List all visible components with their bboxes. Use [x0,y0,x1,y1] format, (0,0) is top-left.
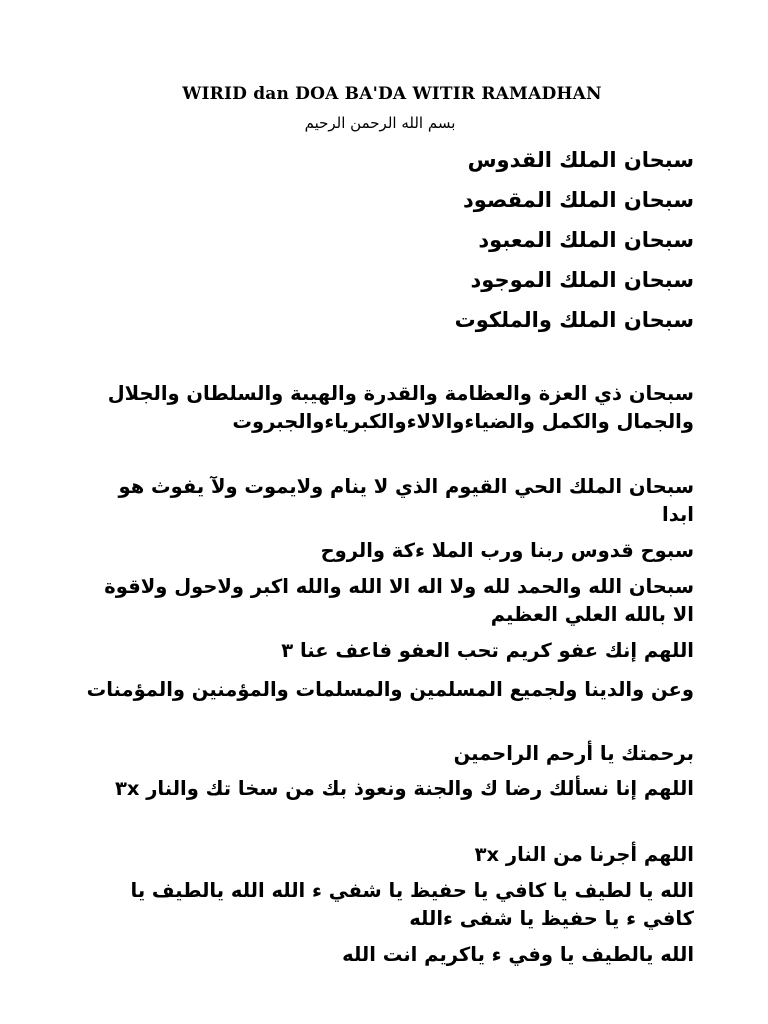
doa-paragraph: سبوح قدوس ربنا ورب الملا ءكة والروح [320,539,694,562]
tasbih-line: سبحان الملك الموجود [470,268,694,292]
doa-paragraph: الله يالطيف يا وفي ء ياكريم انت الله [342,943,694,966]
doa-paragraph: برحمتك يا أرحم الراحمين [453,742,694,765]
basmala: بسم الله الرحمن الرحيم [304,114,456,132]
tasbih-line: سبحان الملك المعبود [478,228,694,252]
doa-paragraph: سبحان الله والحمد لله ولا اله الا الله والله اكبر ولاحول ولاقوة الا بالله العلي العظيم [104,575,694,626]
doa-paragraph: اللهم إنك عفو كريم تحب العفو فاعف عنا ٣ [281,639,694,662]
tasbih-line: سبحان الملك المقصود [463,188,694,212]
doa-paragraph: اللهم إنا نسألك رضا ك والجنة ونعوذ بك من سخا تك والنار ٣x [114,777,694,800]
doa-paragraph: سبحان ذي العزة والعظامة والقدرة والهيبة والسلطان والجلال والجمال والكمل والضياءوالالاءوالكبرياءوالجبروت [107,382,694,433]
tasbih-line: سبحان الملك والملكوت [454,308,694,332]
document-title: WIRID dan DOA BA'DA WITIR RAMADHAN [182,84,602,104]
doa-paragraph: الله يا لطيف يا كافي يا حفيظ يا شفي ء الله الله يالطيف يا كافي ء يا حفيظ يا شفى ءالله [130,879,694,930]
doa-paragraph: سبحان الملك الحي القيوم الذي لا ينام ولايموت ولآ يفوث هو ابدا [118,475,694,526]
doa-paragraph: وعن والدينا ولجميع المسلمين والمسلمات والمؤمنين والمؤمنات [86,678,694,701]
doa-paragraph: اللهم أجرنا من النار ٣x [474,843,694,866]
tasbih-line: سبحان الملك القدوس [467,148,694,172]
